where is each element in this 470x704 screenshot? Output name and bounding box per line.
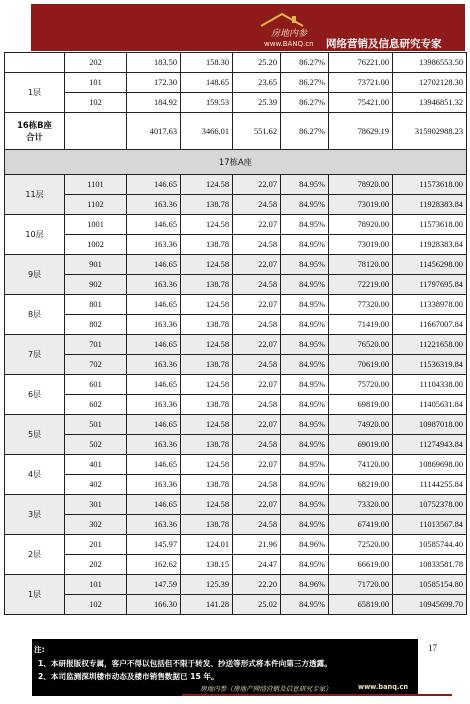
area-cell: 163.36: [127, 315, 181, 335]
room-number-cell: 1102: [65, 195, 127, 215]
area-cell: 172.30: [127, 73, 181, 93]
shared-cell: 25.02: [233, 595, 281, 615]
brand-slogan: 网络营销及信息研究专家: [326, 38, 442, 50]
inner-cell: 124.58: [181, 255, 233, 275]
room-number-cell: [65, 113, 127, 150]
inner-cell: 138.78: [181, 435, 233, 455]
price-cell: 74120.00: [329, 455, 393, 475]
inner-cell: 141.28: [181, 595, 233, 615]
ratio-cell: 84.95%: [281, 275, 329, 295]
floor-label: 2层: [5, 535, 65, 575]
inner-cell: 138.78: [181, 395, 233, 415]
room-number-cell: 202: [65, 555, 127, 575]
ratio-cell: 84.96%: [281, 535, 329, 555]
room-number-cell: 701: [65, 335, 127, 355]
shared-cell: 22.07: [233, 295, 281, 315]
price-cell: 73320.00: [329, 495, 393, 515]
price-cell: 69019.00: [329, 435, 393, 455]
area-cell: 146.65: [127, 495, 181, 515]
area-cell: 183.50: [127, 53, 181, 73]
table-row: [5, 455, 467, 475]
shared-cell: 22.07: [233, 215, 281, 235]
inner-cell: 138.78: [181, 235, 233, 255]
ratio-cell: 84.95%: [281, 455, 329, 475]
floor-label: 7层: [5, 335, 65, 375]
ratio-cell: 84.95%: [281, 555, 329, 575]
price-cell: 68219.00: [329, 475, 393, 495]
shared-cell: 24.58: [233, 315, 281, 335]
ratio-cell: 84.95%: [281, 215, 329, 235]
room-number-cell: 201: [65, 535, 127, 555]
area-cell: 184.92: [127, 93, 181, 113]
price-cell: 73721.00: [329, 73, 393, 93]
ratio-cell: 84.95%: [281, 395, 329, 415]
table-row: [5, 435, 467, 455]
total-cell: 11013567.84: [393, 515, 467, 535]
inner-cell: 124.58: [181, 295, 233, 315]
notes-label: 注:: [34, 645, 45, 654]
shared-cell: 24.58: [233, 395, 281, 415]
area-cell: 146.65: [127, 415, 181, 435]
footer-url: www.banq.cn: [358, 683, 409, 691]
shared-cell: 22.07: [233, 415, 281, 435]
shared-cell: 22.07: [233, 335, 281, 355]
ratio-cell: 84.96%: [281, 575, 329, 595]
page-number: 17: [428, 643, 437, 653]
inner-cell: 138.15: [181, 555, 233, 575]
footer-divider: [182, 694, 452, 696]
ratio-cell: 84.95%: [281, 515, 329, 535]
table-row: [5, 355, 467, 375]
table-row: [5, 335, 467, 355]
total-cell: 13986553.50: [393, 53, 467, 73]
room-number-cell: 601: [65, 375, 127, 395]
building-total-row: [5, 113, 467, 150]
shared-cell: 24.58: [233, 355, 281, 375]
price-cell: 78920.00: [329, 175, 393, 195]
room-number-cell: 302: [65, 515, 127, 535]
room-number-cell: 1002: [65, 235, 127, 255]
table-row: [5, 495, 467, 515]
ratio-cell: 84.95%: [281, 435, 329, 455]
room-number-cell: 1001: [65, 215, 127, 235]
inner-cell: 124.58: [181, 375, 233, 395]
floor-label: 1层: [5, 73, 65, 113]
area-cell: 163.36: [127, 435, 181, 455]
total-cell: 10945699.70: [393, 595, 467, 615]
inner-cell: 138.78: [181, 475, 233, 495]
shared-cell: 22.20: [233, 575, 281, 595]
area-cell: 146.65: [127, 215, 181, 235]
footer-brand: 房地内参（房地产网络营销及信息研究专家）: [200, 685, 332, 693]
section-header-row: [5, 150, 467, 175]
note-item: 2、本司监测深圳楼市动态及楼市销售数据已 15 年。: [38, 672, 219, 681]
ratio-cell: 84.95%: [281, 175, 329, 195]
room-number-cell: 102: [65, 93, 127, 113]
table-row: [5, 73, 467, 93]
room-number-cell: 802: [65, 315, 127, 335]
ratio-cell: 84.95%: [281, 315, 329, 335]
area-cell: 163.36: [127, 195, 181, 215]
total-cell: 11573618.00: [393, 215, 467, 235]
table-row: [5, 475, 467, 495]
total-cell: 10833581.78: [393, 555, 467, 575]
total-cell: 13946851.32: [393, 93, 467, 113]
total-cell: 11536319.84: [393, 355, 467, 375]
floor-label: 5层: [5, 415, 65, 455]
table-row: [5, 375, 467, 395]
table-row: [5, 53, 467, 73]
shared-cell: 22.07: [233, 175, 281, 195]
price-cell: 78920.00: [329, 215, 393, 235]
price-cell: 67419.00: [329, 515, 393, 535]
room-number-cell: 101: [65, 73, 127, 93]
table-row: [5, 295, 467, 315]
sales-price-table: [4, 52, 467, 615]
table-row: [5, 575, 467, 595]
room-number-cell: 901: [65, 255, 127, 275]
ratio-cell: 86.27%: [281, 53, 329, 73]
ratio-cell: 84.95%: [281, 375, 329, 395]
inner-cell: 138.78: [181, 195, 233, 215]
ratio-total-cell: 86.27%: [281, 113, 329, 150]
floor-label: 1层: [5, 575, 65, 615]
ratio-cell: 86.27%: [281, 73, 329, 93]
inner-cell: 124.58: [181, 495, 233, 515]
inner-cell: 138.78: [181, 515, 233, 535]
shared-cell: 24.58: [233, 195, 281, 215]
floor-label: 3层: [5, 495, 65, 535]
ratio-cell: 84.95%: [281, 495, 329, 515]
table-row: [5, 93, 467, 113]
room-number-cell: 1101: [65, 175, 127, 195]
area-total-cell: 4017.63: [127, 113, 181, 150]
area-cell: 146.65: [127, 335, 181, 355]
price-cell: 72520.00: [329, 535, 393, 555]
floor-label: 10层: [5, 215, 65, 255]
total-cell: 10752378.00: [393, 495, 467, 515]
room-number-cell: 502: [65, 435, 127, 455]
price-cell: 72219.00: [329, 275, 393, 295]
total-cell: 11667007.84: [393, 315, 467, 335]
notes-box: [32, 639, 418, 696]
table-row: [5, 535, 467, 555]
floor-label: 6层: [5, 375, 65, 415]
table-row: [5, 195, 467, 215]
table-row: [5, 395, 467, 415]
price-cell: 69819.00: [329, 395, 393, 415]
table-row: [5, 515, 467, 535]
area-cell: 163.36: [127, 355, 181, 375]
header-banner: [31, 4, 465, 51]
ratio-cell: 84.95%: [281, 355, 329, 375]
price-cell: 76520.00: [329, 335, 393, 355]
floor-label: 9层: [5, 255, 65, 295]
price-cell: 76221.00: [329, 53, 393, 73]
table-row: [5, 235, 467, 255]
room-number-cell: 401: [65, 455, 127, 475]
total-label-line1: 16栋B座: [17, 120, 52, 130]
area-cell: 163.36: [127, 515, 181, 535]
inner-cell: 148.65: [181, 73, 233, 93]
total-cell: 10869698.00: [393, 455, 467, 475]
area-cell: 146.65: [127, 255, 181, 275]
inner-cell: 125.39: [181, 575, 233, 595]
price-cell: 73019.00: [329, 195, 393, 215]
table-row: [5, 315, 467, 335]
shared-cell: 23.65: [233, 73, 281, 93]
shared-cell: 24.58: [233, 235, 281, 255]
inner-total-cell: 3466.01: [181, 113, 233, 150]
area-cell: 147.59: [127, 575, 181, 595]
price-cell: 74920.00: [329, 415, 393, 435]
area-cell: 146.65: [127, 375, 181, 395]
total-cell: 11928383.84: [393, 235, 467, 255]
price-cell: 71419.00: [329, 315, 393, 335]
area-cell: 163.36: [127, 475, 181, 495]
room-number-cell: 101: [65, 575, 127, 595]
room-number-cell: 501: [65, 415, 127, 435]
shared-cell: 22.07: [233, 375, 281, 395]
total-total-cell: 315902988.23: [393, 113, 467, 150]
area-cell: 163.36: [127, 275, 181, 295]
shared-cell: 24.58: [233, 515, 281, 535]
total-cell: 11456298.00: [393, 255, 467, 275]
room-number-cell: 301: [65, 495, 127, 515]
room-number-cell: 702: [65, 355, 127, 375]
ratio-cell: 84.95%: [281, 295, 329, 315]
price-cell: 73019.00: [329, 235, 393, 255]
price-cell: 75421.00: [329, 93, 393, 113]
shared-cell: 24.47: [233, 555, 281, 575]
room-number-cell: 102: [65, 595, 127, 615]
total-cell: 10585154.80: [393, 575, 467, 595]
inner-cell: 138.78: [181, 275, 233, 295]
total-cell: 12702128.30: [393, 73, 467, 93]
ratio-cell: 84.95%: [281, 475, 329, 495]
inner-cell: 124.01: [181, 535, 233, 555]
price-cell: 70619.00: [329, 355, 393, 375]
area-cell: 162.62: [127, 555, 181, 575]
floor-label: 8层: [5, 295, 65, 335]
room-number-cell: 602: [65, 395, 127, 415]
total-cell: 10987018.00: [393, 415, 467, 435]
inner-cell: 158.30: [181, 53, 233, 73]
shared-cell: 22.07: [233, 255, 281, 275]
floor-label: 4层: [5, 455, 65, 495]
note-item: 1、本研报版权专属，客户不得以包括但不限于转发、抄送等形式将本件向第三方透露。: [38, 659, 332, 668]
ratio-cell: 84.95%: [281, 255, 329, 275]
table-row: [5, 175, 467, 195]
price-cell: 66619.00: [329, 555, 393, 575]
area-cell: 163.36: [127, 235, 181, 255]
shared-cell: 24.58: [233, 275, 281, 295]
building-total-label: [5, 113, 65, 150]
price-total-cell: 78629.19: [329, 113, 393, 150]
inner-cell: 124.58: [181, 335, 233, 355]
table-row: [5, 275, 467, 295]
total-cell: 11221658.00: [393, 335, 467, 355]
shared-cell: 21.96: [233, 535, 281, 555]
room-number-cell: 202: [65, 53, 127, 73]
room-number-cell: 801: [65, 295, 127, 315]
section-title: 17栋A座: [5, 150, 467, 175]
price-cell: 78120.00: [329, 255, 393, 275]
brand-url: www.BANQ.cn: [264, 40, 314, 48]
ratio-cell: 84.95%: [281, 595, 329, 615]
inner-cell: 124.58: [181, 415, 233, 435]
total-label-line2: 合计: [26, 132, 43, 142]
total-cell: 11338978.00: [393, 295, 467, 315]
price-cell: 71720.00: [329, 575, 393, 595]
shared-cell: 24.58: [233, 475, 281, 495]
shared-cell: 22.07: [233, 495, 281, 515]
ratio-cell: 86.27%: [281, 93, 329, 113]
shared-cell: 25.20: [233, 53, 281, 73]
area-cell: 145.97: [127, 535, 181, 555]
area-cell: 146.65: [127, 175, 181, 195]
ratio-cell: 84.95%: [281, 335, 329, 355]
floor-cell-empty: [5, 53, 65, 73]
ratio-cell: 84.95%: [281, 415, 329, 435]
shared-total-cell: 551.62: [233, 113, 281, 150]
ratio-cell: 84.95%: [281, 195, 329, 215]
total-cell: 11797695.84: [393, 275, 467, 295]
ratio-cell: 84.95%: [281, 235, 329, 255]
table-row: [5, 555, 467, 575]
inner-cell: 159.53: [181, 93, 233, 113]
shared-cell: 22.07: [233, 455, 281, 475]
floor-label: 11层: [5, 175, 65, 215]
shared-cell: 25.39: [233, 93, 281, 113]
table-row: [5, 255, 467, 275]
inner-cell: 124.58: [181, 175, 233, 195]
inner-cell: 138.78: [181, 315, 233, 335]
price-cell: 65819.00: [329, 595, 393, 615]
shared-cell: 24.58: [233, 435, 281, 455]
area-cell: 166.30: [127, 595, 181, 615]
inner-cell: 124.58: [181, 455, 233, 475]
total-cell: 11928383.84: [393, 195, 467, 215]
brand-name: 房地内参: [271, 29, 308, 39]
total-cell: 11104338.00: [393, 375, 467, 395]
total-cell: 11274943.84: [393, 435, 467, 455]
area-cell: 146.65: [127, 455, 181, 475]
table-row: [5, 415, 467, 435]
total-cell: 11405631.84: [393, 395, 467, 415]
total-cell: 10585744.40: [393, 535, 467, 555]
table-row: [5, 595, 467, 615]
area-cell: 163.36: [127, 395, 181, 415]
room-number-cell: 402: [65, 475, 127, 495]
total-cell: 11144255.84: [393, 475, 467, 495]
price-cell: 77320.00: [329, 295, 393, 315]
inner-cell: 138.78: [181, 355, 233, 375]
room-number-cell: 902: [65, 275, 127, 295]
price-cell: 75720.00: [329, 375, 393, 395]
area-cell: 146.65: [127, 295, 181, 315]
inner-cell: 124.58: [181, 215, 233, 235]
total-cell: 11573618.00: [393, 175, 467, 195]
table-row: [5, 215, 467, 235]
